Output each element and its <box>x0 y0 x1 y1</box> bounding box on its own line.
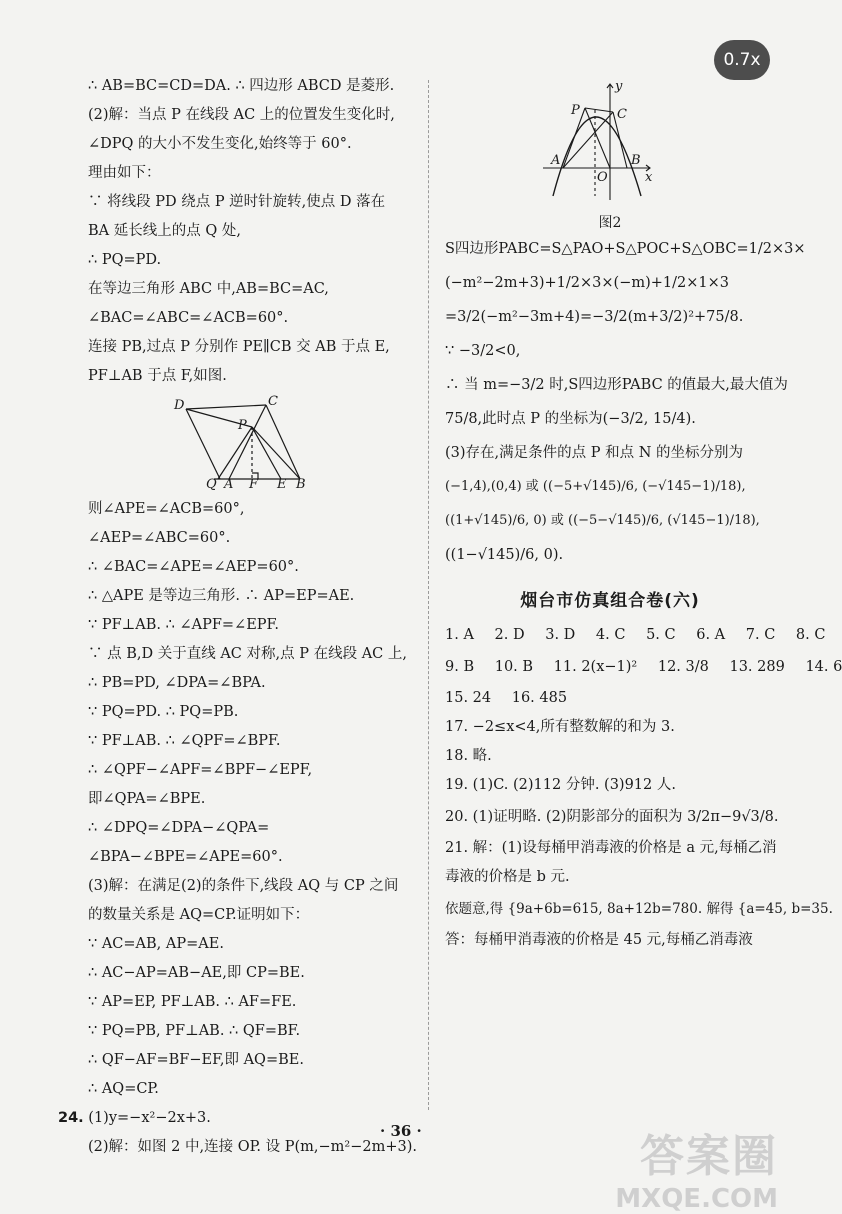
answer-line: 18. 略. <box>445 748 492 764</box>
label-b: B <box>631 153 641 168</box>
label-c: C <box>268 394 278 409</box>
parabola-diagram <box>445 78 775 206</box>
question-24-line-1 <box>58 1104 418 1133</box>
answer-item: 9. B <box>445 659 475 675</box>
answer-item: 6. A <box>696 627 726 643</box>
page-number: · 36 · <box>380 1122 422 1140</box>
rhombus-diagram <box>88 394 418 492</box>
answer-item: 11. 2(x−1)² <box>553 659 638 675</box>
math-line: ∵ −3/2<0, <box>445 343 521 359</box>
text-line: ∴ ∠BAC=∠APE=∠AEP=60°. <box>88 559 299 575</box>
text-line: PF⊥AB 于点 F,如图. <box>88 368 227 384</box>
answer-item: 2. D <box>494 627 525 643</box>
answer-line: 21. 解：(1)设每桶甲消毒液的价格是 a 元,每桶乙消 <box>445 840 777 856</box>
answer-item: 13. 289 <box>729 659 785 675</box>
answer-item: 10. B <box>494 659 534 675</box>
answer-line: 依题意,得 {9a+6b=615, 8a+12b=780. 解得 {a=45, b=35. <box>445 901 833 917</box>
text-line: ∴ ∠QPF−∠APF=∠BPF−∠EPF, <box>88 762 313 778</box>
label-b: B <box>296 477 306 492</box>
answer-item: 16. 485 <box>511 690 568 706</box>
text-line: (2)解：当点 P 在线段 AC 上的位置发生变化时, <box>88 107 395 123</box>
answer-text: (1)y=−x²−2x+3. <box>88 1110 211 1126</box>
answer-item: 1. A <box>445 627 474 643</box>
text-line: BA 延长线上的点 Q 处, <box>88 223 241 239</box>
answer-item: 4. C <box>595 627 626 643</box>
text-line: 即∠QPA=∠BPE. <box>88 791 206 807</box>
text-line: ∵ AP=EP, PF⊥AB. ∴ AF=FE. <box>88 994 297 1010</box>
watermark-url: MXQE.COM <box>615 1184 778 1214</box>
math-line: =3/2(−m²−3m+4)=−3/2(m+3/2)²+75/8. <box>445 309 744 325</box>
column-divider <box>428 80 429 1110</box>
edge-qp <box>218 427 252 479</box>
math-line: ((1−√145)/6, 0). <box>445 547 564 563</box>
text-line: ∴ PQ=PD. <box>88 252 162 268</box>
text-line: ∴ PB=PD, ∠DPA=∠BPA. <box>88 675 266 691</box>
answers-row-2 <box>445 650 842 684</box>
segment-pc <box>585 108 613 112</box>
math-line: (−m²−2m+3)+1/2×3×(−m)+1/2×1×3 <box>445 275 729 291</box>
edge-cb <box>266 405 300 479</box>
math-line: 75/8,此时点 P 的坐标为(−3/2, 15/4). <box>445 411 696 427</box>
text-line: 在等边三角形 ABC 中,AB=BC=AC, <box>88 281 329 297</box>
answer-item: 12. 3/8 <box>657 659 709 675</box>
text-line: ∠BAC=∠ABC=∠ACB=60°. <box>88 310 289 326</box>
label-f: F <box>249 477 259 492</box>
answer-line: 17. −2≤x<4,所有整数解的和为 3. <box>445 719 675 735</box>
label-o: O <box>597 170 608 185</box>
label-q: Q <box>206 477 217 492</box>
rhombus-figure <box>88 394 418 492</box>
answer-item: 15. 24 <box>445 690 492 706</box>
answer-item: 8. C <box>795 627 826 643</box>
text-line: ∠BPA−∠BPE=∠APE=60°. <box>88 849 283 865</box>
answer-line: 答：每桶甲消毒液的价格是 45 元,每桶乙消毒液 <box>445 932 753 948</box>
text-line: 连接 PB,过点 P 分别作 PE∥CB 交 AB 于点 E, <box>88 339 390 355</box>
text-line: ∵ PF⊥AB. ∴ ∠QPF=∠BPF. <box>88 733 281 749</box>
figure-caption: 图2 <box>598 215 622 231</box>
text-line: 理由如下： <box>88 165 161 181</box>
right-column <box>445 72 842 955</box>
math-line: S四边形PABC=S△PAO+S△POC+S△OBC=1/2×3× <box>445 241 806 257</box>
text-line: 的数量关系是 AQ=CP.证明如下： <box>88 907 310 923</box>
answers-row-3 <box>445 684 775 713</box>
playback-speed-badge[interactable]: 0.7x <box>714 40 770 80</box>
answer-line: 毒液的价格是 b 元. <box>445 869 570 885</box>
label-y: y <box>615 79 623 94</box>
text-line: ∴ AB=BC=CD=DA. ∴ 四边形 ABCD 是菱形. <box>88 78 395 94</box>
label-e: E <box>277 477 287 492</box>
label-p: P <box>571 103 580 118</box>
text-line: ∵ 将线段 PD 绕点 P 逆时针旋转,使点 D 落在 <box>88 194 386 210</box>
edge-dc <box>186 405 266 409</box>
math-line: (−1,4),(0,4) 或 ((−5+√145)/6, (−√145−1)/18), <box>445 479 746 494</box>
text-line: ∴ AQ=CP. <box>88 1081 159 1097</box>
parabola-figure <box>445 78 775 231</box>
question-number: 24. <box>58 1110 84 1126</box>
text-line: ∠AEP=∠ABC=60°. <box>88 530 231 546</box>
answer-item: 14. 6 <box>805 659 842 675</box>
math-line: ((1+√145)/6, 0) 或 ((−5−√145)/6, (√145−1)/18), <box>445 513 760 528</box>
site-watermark <box>615 1120 778 1214</box>
label-a: A <box>224 477 234 492</box>
math-line: (3)存在,满足条件的点 P 和点 N 的坐标分别为 <box>445 445 744 461</box>
watermark-logo-text: 答案圈 <box>640 1131 778 1182</box>
text-line: ∵ PQ=PD. ∴ PQ=PB. <box>88 704 239 720</box>
answer-line: 20. (1)证明略. (2)阴影部分的面积为 3/2π−9√3/8. <box>445 809 779 825</box>
text-line: ∴ ∠DPQ=∠DPA−∠QPA= <box>88 820 270 836</box>
edge-dq <box>186 409 220 479</box>
answer-item: 3. D <box>545 627 576 643</box>
left-column <box>58 72 418 1162</box>
label-p: P <box>238 418 247 433</box>
text-line: ∵ 点 B,D 关于直线 AC 对称,点 P 在线段 AC 上, <box>88 646 407 662</box>
label-d: D <box>174 398 185 413</box>
text-line: ∴ △APE 是等边三角形. ∴ AP=EP=AE. <box>88 588 355 604</box>
question-24-line-2: (2)解：如图 2 中,连接 OP. 设 P(m,−m²−2m+3). <box>88 1139 417 1155</box>
section-title: 烟台市仿真组合卷(六) <box>520 591 700 611</box>
text-line: 则∠APE=∠ACB=60°, <box>88 501 245 517</box>
answer-line: 19. (1)C. (2)112 分钟. (3)912 人. <box>445 777 676 793</box>
text-line: ∵ AC=AB, AP=AE. <box>88 936 224 952</box>
label-a: A <box>551 153 561 168</box>
answer-item: 5. C <box>646 627 676 643</box>
text-line: ∴ AC−AP=AB−AE,即 CP=BE. <box>88 965 305 981</box>
answers-row-1 <box>445 621 826 650</box>
text-line: ∠DPQ 的大小不发生变化,始终等于 60°. <box>88 136 352 152</box>
label-c: C <box>617 107 627 122</box>
text-line: ∵ PF⊥AB. ∴ ∠APF=∠EPF. <box>88 617 279 633</box>
text-line: (3)解：在满足(2)的条件下,线段 AQ 与 CP 之间 <box>88 878 399 894</box>
answer-item: 7. C <box>745 627 776 643</box>
text-line: ∵ PQ=PB, PF⊥AB. ∴ QF=BF. <box>88 1023 301 1039</box>
label-x: x <box>645 170 653 185</box>
text-line: ∴ QF−AF=BF−EF,即 AQ=BE. <box>88 1052 304 1068</box>
math-line: ∴ 当 m=−3/2 时,S四边形PABC 的值最大,最大值为 <box>445 377 788 393</box>
